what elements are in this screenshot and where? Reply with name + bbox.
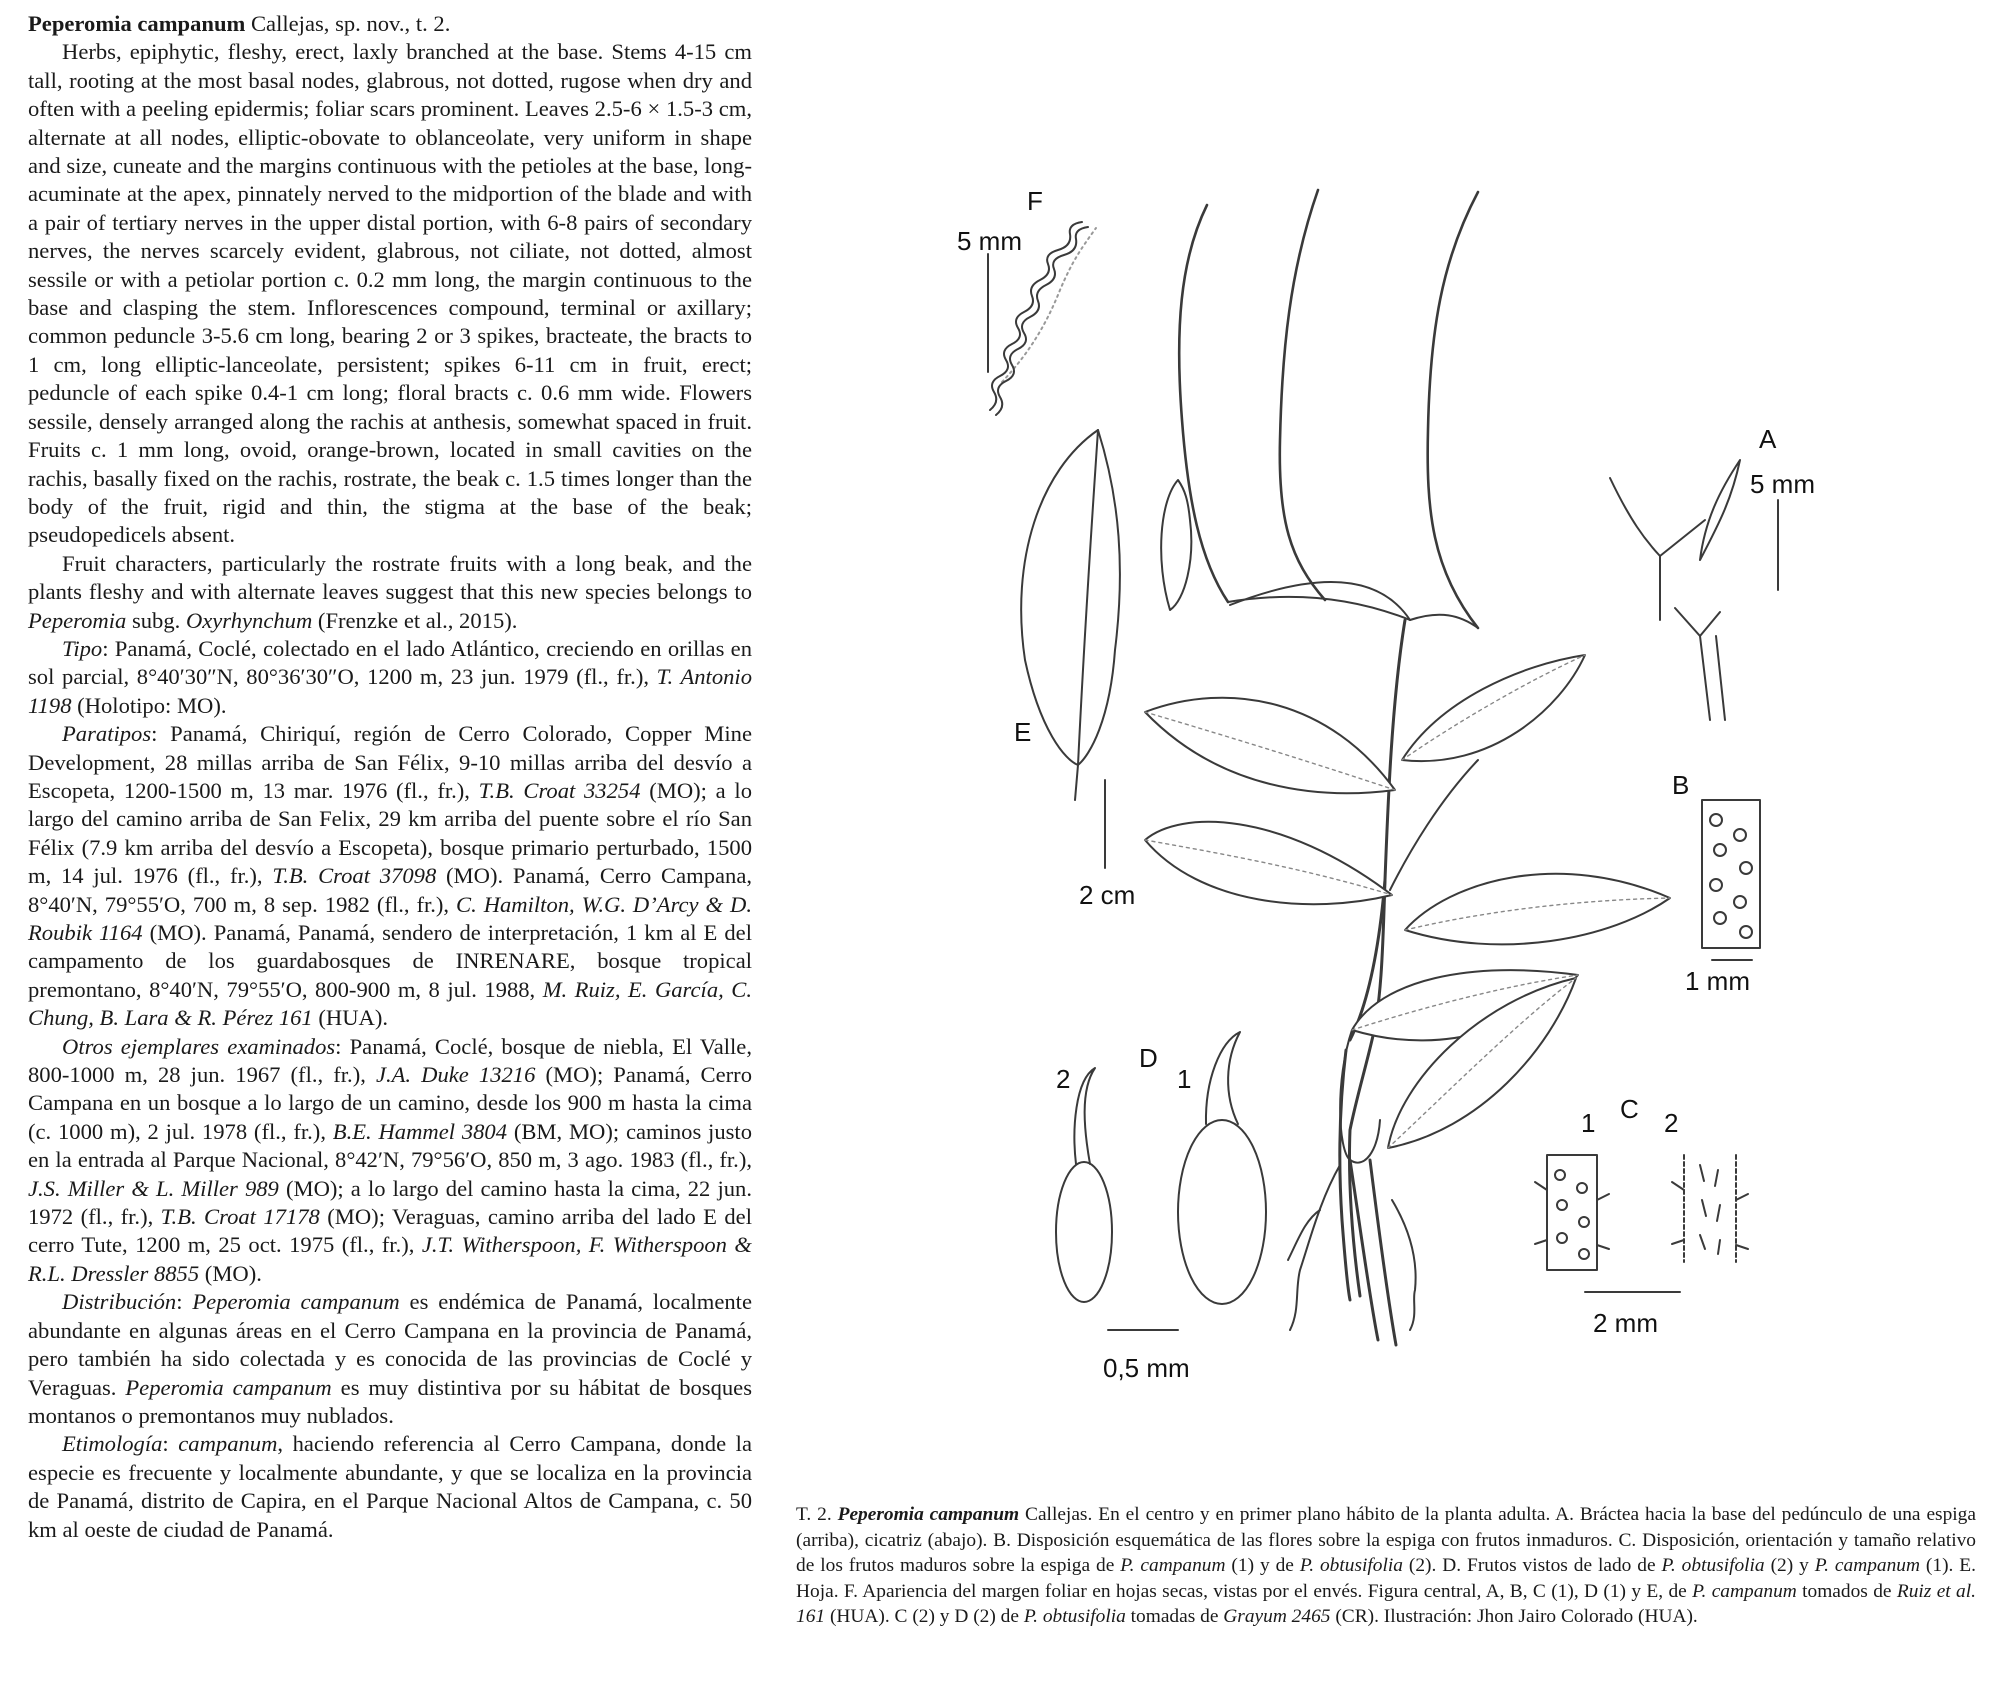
plant-illustration <box>760 0 2000 1480</box>
label-d: D <box>1139 1043 1158 1073</box>
figure-b-spike <box>1702 800 1760 948</box>
description-paragraph: Herbs, epiphytic, fleshy, erect, laxly branched at the base. Stems 4-15 cm tall, rooting at the most basal nodes, glabrous, not dotted, rugose when dry and often with a peeling epidermis; foliar scars prominent. Leaves 2.5-6 × 1.5-3 cm, alternate at all nodes, elliptic-obovate to oblanceolate, very uniform in shape and size, cuneate and the margins continuous with the petioles at the base, long-acuminate at the apex, pinnately nerved to the midportion of the blade and with a pair of tertiary nerves in the upper distal portion, with 6-8 pairs of secondary nerves, the nerves scarcely evident, glabrous, not ciliate, not dotted, almost sessile or with a petiolar portion c. 0.2 mm long, the margin continuous to the base and clasping the stem. Inflorescences compound, terminal or axillary; common peduncle 3-5.6 cm long, bearing 2 or 3 spikes, bracteate, the bracts to 1 cm, long elliptic-lanceolate, persistent; spikes 6-11 cm in fruit, erect; peduncle of each spike 0.4-1 cm long; floral bracts c. 0.6 mm wide. Flowers sessile, densely arranged along the rachis at anthesis, somewhat spaced in fruit. Fruits c. 1 mm long, ovoid, orange-brown, located in small cavities on the rachis, basally fixed on the rachis, rostrate, the beak c. 1.5 times longer than the body of the fruit, rigid and thin, the stigma at the base of the beak; pseudopedicels absent. <box>28 39 752 548</box>
label-e: E <box>1014 717 1032 747</box>
label-d2: 2 <box>1056 1064 1071 1094</box>
botanical-plate <box>760 0 2000 1480</box>
label-f: F <box>1027 186 1043 216</box>
fruit-note-paragraph: Fruit characters, particularly the rostrate fruits with a long beak, and the plants fleshy and with alternate leaves suggest that this new species belongs to Peperomia subg. Oxyrhynchum (Frenzke et al., 2015). <box>28 550 752 633</box>
scale-label-d: 0,5 mm <box>1103 1353 1190 1383</box>
scale-label-c: 2 mm <box>1593 1308 1658 1338</box>
label-c2: 2 <box>1664 1108 1679 1138</box>
scale-label-f: 5 mm <box>957 226 1022 256</box>
plate-caption: T. 2. Peperomia campanum Callejas. En el centro y en primer plano hábito de la planta adulta. A. Bráctea hacia la base del pedúnculo de una espiga (arriba), cicatriz (abajo). B. Disposición esquemática de las flores sobre la espiga con frutos inmaduros. C. Disposición, orientación y tamaño relativo de los frutos maduros sobre la espiga de P. campanum (1) y de P. obtusifolia (2). D. Frutos vistos de lado de P. obtusifolia (2) y P. campanum (1). E. Hoja. F. Apariencia del margen foliar en hojas secas, vistas por el envés. Figura central, A, B, C (1), D (1) y E, de P. campanum tomados de Ruiz et al. 161 (HUA). C (2) y D (2) de P. obtusifolia tomadas de Grayum 2465 (CR). Ilustración: Jhon Jairo Colorado (HUA). <box>796 1504 1977 1628</box>
label-b: B <box>1672 770 1690 800</box>
otros-ejemplares-paragraph: Otros ejemplares examinados: Panamá, Coclé, bosque de niebla, El Valle, 800-1000 m, 28 jun. 1967 (fl., fr.), J.A. Duke 13216 (MO); Panamá, Cerro Campana en un bosque a lo largo de un camino, desde los 900 m hasta la cima (c. 1000 m), 2 jul. 1978 (fl., fr.), B.E. Hammel 3804 (BM, MO); caminos justo en la entrada al Parque Nacional, 8°42′N, 79°56′O, 850 m, 3 ago. 1983 (fl., fr.), J.S. Miller & L. Miller 989 (MO); a lo largo del camino hasta la cima, 22 jun. 1972 (fl., fr.), T.B. Croat 17178 (MO); Veraguas, camino arriba del lado E del cerro Tute, 1200 m, 25 oct. 1975 (fl., fr.), J.T. Witherspoon, F. Witherspoon & R.L. Dressler 8855 (MO). <box>28 1033 752 1286</box>
species-authority: Callejas, sp. nov., t. 2. <box>245 11 451 36</box>
scale-label-b: 1 mm <box>1685 966 1750 996</box>
label-c1: 1 <box>1581 1108 1596 1138</box>
distribucion-paragraph: Distribución: Peperomia campanum es endémica de Panamá, localmente abundante en algunas áreas en el Cerro Campana en la provincia de Panamá, pero también ha sido colectada y es conocida de las provincias de Coclé y Veraguas. Peperomia campanum es muy distintiva por su hábitat de bosques montanos o premontanos muy nublados. <box>28 1289 753 1428</box>
tipo-paragraph: Tipo: Panamá, Coclé, colectado en el lado Atlántico, creciendo en orillas en sol parcial, 8°40′30″N, 80°36′30″O, 1200 m, 23 jun. 1979 (fl., fr.), T. Antonio 1198 (Holotipo: MO). <box>28 635 752 718</box>
species-heading <box>28 10 752 38</box>
species-name: Peperomia campanum <box>28 11 246 36</box>
paratipos-paragraph: Paratipos: Panamá, Chiriquí, región de Cerro Colorado, Copper Mine Development, 28 millas arriba de San Félix, 9-10 millas arriba del desvío a Escopeta, 1200-1500 m, 13 mar. 1976 (fl., fr.), T.B. Croat 33254 (MO); a lo largo del camino arriba de San Felix, 29 km arriba del puente sobre el río San Félix (7.9 km arriba del desvío a Escopeta), bosque primario perturbado, 1500 m, 14 jul. 1976 (fl., fr.), T.B. Croat 37098 (MO). Panamá, Cerro Campana, 8°40′N, 79°55′O, 700 m, 8 sep. 1982 (fl., fr.), C. Hamilton, W.G. D’Arcy & D. Roubik 1164 (MO). Panamá, Panamá, sendero de interpretación, 1 km al E del campamento de los guardabosques de INRENARE, bosque tropical premontano, 8°40′N, 79°55′O, 800-900 m, 8 jul. 1988, M. Ruiz, E. García, C. Chung, B. Lara & R. Pérez 161 (HUA). <box>28 721 753 1031</box>
label-d1: 1 <box>1177 1064 1192 1094</box>
label-a: A <box>1759 424 1777 454</box>
scale-label-main: 2 cm <box>1079 880 1136 910</box>
scale-label-a: 5 mm <box>1750 469 1815 499</box>
figure-c-spike-detail <box>1535 1155 1748 1270</box>
label-c: C <box>1620 1094 1639 1124</box>
figure-a-bract <box>1610 460 1740 720</box>
figure-d-fruits <box>1056 1032 1266 1304</box>
etimologia-paragraph: Etimología: campanum, haciendo referencia al Cerro Campana, donde la especie es frecuente y localmente abundante, y que se localiza en la provincia de Panamá, distrito de Capira, en el Parque Nacional Altos de Campana, c. 50 km al oeste de ciudad de Panamá. <box>28 1431 752 1542</box>
figure-e-leaf <box>1021 430 1191 800</box>
species-description <box>28 10 752 1544</box>
